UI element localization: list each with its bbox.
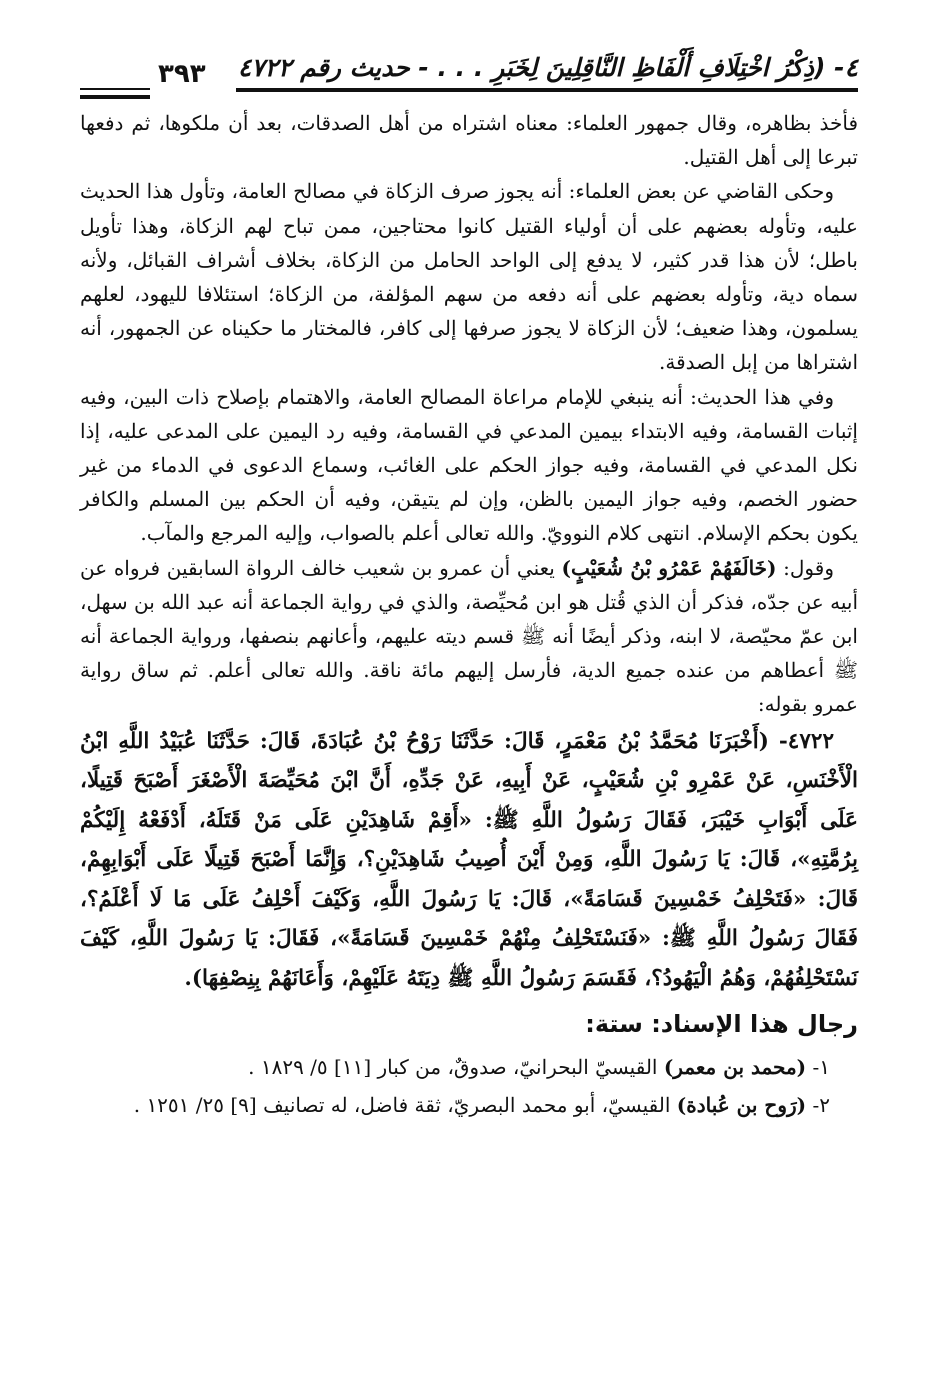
header-title: ٤- (ذِكْرُ اخْتِلَافِ أَلْفَاظِ النَّاقِلِينَ لِخَبَرِ . . . - حديث رقم ٤٧٢٢	[237, 53, 858, 82]
commentary-lead: وقول:	[776, 555, 834, 580]
commentary-quote: (خَالَفَهُمْ عَمْرُو بْنُ شُعَيْبٍ)	[561, 555, 777, 580]
paragraph-2: وحكى القاضي عن بعض العلماء: أنه يجوز صرف الزكاة في مصالح العامة، وتأول هذا الحديث عليه، وتأوله بعضهم على أن أولياء القتيل كانوا محتاجين، ممن تباح لهم الزكاة، وهذا تأويل باطل؛ لأن هذا قدر كثير، لا يدفع إلى الواحد الحامل من الزكاة، بخلاف أشراف القبائل، ولأنه سماه دية، وتأوله بعضهم على أنه دفعه من سهم المؤلفة، من الزكاة؛ استئلافا لليهود، لعلهم يسلمون، وهذا ضعيف؛ لأن الزكاة لا يجوز صرفها إلى كافر، فالمختار ما حكيناه عن الجمهور، أنه اشتراها من إبل الصدقة.	[80, 179, 858, 375]
narrator-name: (رَوح بن عُبادة)	[676, 1093, 807, 1118]
narrator-number: ١-	[806, 1055, 830, 1080]
narrator-details: القيسيّ، أبو محمد البصريّ، ثقة فاضل، له تصانيف [٩] ٢٥/ ١٢٥١ .	[133, 1093, 677, 1118]
page-number-rule-top	[80, 88, 150, 90]
narrator-number: ٢-	[806, 1093, 830, 1118]
commentary-text: يعني أن عمرو بن شعيب خالف الرواة السابقين فرواه عن أبيه عن جدّه، فذكر أن الذي قُتل هو ابن مُحيِّصة، والذي في رواية الجماعة أنه عبد الله بن سهل، ابن عمّ محيّصة، لا ابنه، وذكر أيضًا أنه ﷺ قسم ديته عليهم، وأعانهم بنصفها، ورواية الجماعة أنه ﷺ أعطاهم من عنده جميع الدية، فأرسل إليهم مائة ناقة. والله تعالى أعلم. ثم ساق رواية عمرو بقوله:	[80, 555, 858, 717]
narrator-details: القيسيّ البحرانيّ، صدوقٌ، من كبار [١١] ٥/ ١٨٢٩ .	[248, 1055, 664, 1080]
narrator-item-2	[80, 1086, 858, 1124]
hadith-text: ٤٧٢٢- (أَخْبَرَنَا مُحَمَّدُ بْنُ مَعْمَرٍ، قَالَ: حَدَّثَنَا رَوْحُ بْنُ عُبَادَةَ، قَالَ: حَدَّثَنَا عُبَيْدُ اللَّهِ ابْنُ الْأَخْنَسِ، عَنْ عَمْرِو بْنِ شُعَيْبٍ، عَنْ أَبِيهِ، عَنْ جَدِّهِ، أَنَّ ابْنَ مُحَيِّصَةَ الْأَصْغَرَ أَصْبَحَ قَتِيلًا، عَلَى أَبْوَابِ خَيْبَرَ، فَقَالَ رَسُولُ اللَّهِ ﷺ: «أَقِمْ شَاهِدَيْنِ عَلَى مَنْ قَتَلَهُ، أَدْفَعْهُ إِلَيْكُمْ بِرُمَّتِهِ»، قَالَ: يَا رَسُولَ اللَّهِ، وَمِنْ أَيْنَ أُصِيبُ شَاهِدَيْنِ؟، وَإِنَّمَا أَصْبَحَ قَتِيلًا عَلَى أَبْوَابِهِمْ، قَالَ: «فَتَحْلِفُ خَمْسِينَ قَسَامَةً»، قَالَ: يَا رَسُولَ اللَّهِ، وَكَيْفَ أَحْلِفُ عَلَى مَا لَا أَعْلَمُ؟، فَقَالَ رَسُولُ اللَّهِ ﷺ: «فَنَسْتَحْلِفُ مِنْهُمْ خَمْسِينَ قَسَامَةً»، فَقَالَ: يَا رَسُولَ اللَّهِ، كَيْفَ نَسْتَحْلِفُهُمْ، وَهُمُ الْيَهُودُ؟، فَقَسَمَ رَسُولُ اللَّهِ ﷺ دِيَتَهُ عَلَيْهِمْ، وَأَعَانَهُمْ بِنِصْفِهَا).	[80, 728, 858, 991]
commentary-paragraph	[80, 551, 858, 722]
narrators-heading: رجال هذا الإسناد: ستة:	[585, 1010, 858, 1039]
paragraph-3: وفي هذا الحديث: أنه ينبغي للإمام مراعاة المصالح العامة، والاهتمام بإصلاح ذات البين، وفيه إثبات القسامة، وفيه الابتداء بيمين المدعي في القسامة، وفيه رد اليمين على المدعى عليه، إذا نكل المدعي في القسامة، وفيه جواز الحكم على الغائب، وسماع الدعوى في الدماء من غير حضور الخصم، وفيه جواز اليمين بالظن، وإن لم يتيقن، وفيه أن الحكم بين المسلم والكافر يكون بحكم الإسلام. انتهى كلام النوويّ. والله تعالى أعلم بالصواب، وإليه المرجع والمآب.	[80, 384, 858, 546]
narrator-item-1	[80, 1048, 858, 1086]
page-number: ٣٩٣	[158, 59, 206, 89]
header-rule	[236, 88, 858, 92]
page-number-rule-bottom	[80, 95, 150, 99]
page	[80, 48, 858, 1338]
running-header	[80, 48, 858, 106]
paragraph-1: فأخذ بظاهره، وقال جمهور العلماء: معناه اشتراه من أهل الصدقات، بعد أن ملكوها، ثم دفعها تبرعا إلى أهل القتيل.	[80, 111, 858, 170]
narrator-name: (محمد بن معمر)	[663, 1055, 807, 1080]
